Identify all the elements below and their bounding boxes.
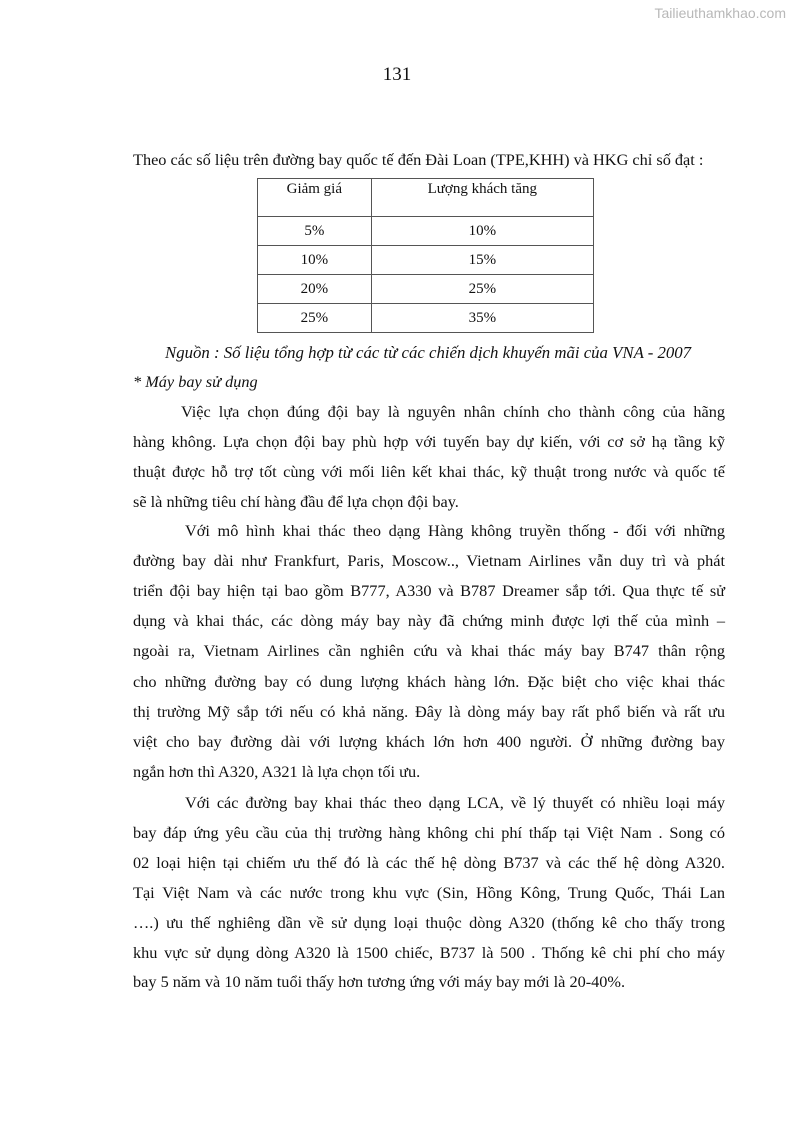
table-cell: 25% — [371, 275, 593, 304]
section-heading: * Máy bay sử dụng — [133, 372, 258, 391]
table-cell: 5% — [258, 217, 372, 246]
body-line: triển đội bay hiện tại bao gồm B777, A330 và B787 Dreamer sắp tới. Qua thực tế sử — [133, 581, 725, 600]
table-cell: 20% — [258, 275, 372, 304]
body-line: đường bay dài như Frankfurt, Paris, Moscow.., Vietnam Airlines vẫn duy trì và phát — [133, 551, 725, 570]
table-header: Giảm giá — [258, 179, 372, 217]
body-line: sẽ là những tiêu chí hàng đầu để lựa chọn đội bay. — [133, 492, 459, 511]
table-row — [258, 246, 594, 275]
body-line: hàng không. Lựa chọn đội bay phù hợp với tuyến bay dự kiến, với cơ sở hạ tầng kỹ — [133, 432, 725, 451]
table-header: Lượng khách tăng — [371, 179, 593, 217]
body-line: bay đáp ứng yêu cầu của thị trường hàng không chi phí thấp tại Việt Nam . Song có — [133, 823, 725, 842]
body-line: khu vực sử dụng dòng A320 là 1500 chiếc, B737 là 500 . Thống kê chi phí cho máy — [133, 943, 725, 962]
table-cell: 35% — [371, 304, 593, 333]
intro-text: Theo các số liệu trên đường bay quốc tế đến Đài Loan (TPE,KHH) và HKG chỉ số đạt : — [133, 150, 704, 169]
body-line: việt cho bay đường dài với lượng khách lớn hơn 400 người. Ở những đường bay — [133, 732, 725, 751]
body-line: dụng và khai thác, các dòng máy bay này đã chứng minh được lợi thế của mình – — [133, 611, 725, 630]
table-cell: 15% — [371, 246, 593, 275]
body-line: ….) ưu thế nghiêng dần về sử dụng loại thuộc dòng A320 (thống kê cho thấy trong — [133, 913, 725, 932]
table-cell: 10% — [371, 217, 593, 246]
body-line: thuật được hỗ trợ tốt cùng với mối liên kết khai thác, kỹ thuật trong nước và quốc tế — [133, 462, 725, 481]
body-line: thị trường Mỹ sắp tới nếu có khả năng. Đây là dòng máy bay rất phổ biến và rất ưu — [133, 702, 725, 721]
discount-table — [257, 178, 594, 333]
source-caption: Nguồn : Số liệu tổng hợp từ các từ các chiến dịch khuyến mãi của VNA - 2007 — [165, 343, 692, 362]
body-line: Với mô hình khai thác theo dạng Hàng không truyền thống - đối với những — [185, 521, 725, 540]
body-line: cho những đường bay có dung lượng khách hàng lớn. Đặc biệt cho việc khai thác — [133, 672, 725, 691]
body-line: Tại Việt Nam và các nước trong khu vực (Sin, Hồng Kông, Trung Quốc, Thái Lan — [133, 883, 725, 902]
body-line: Việc lựa chọn đúng đội bay là nguyên nhân chính cho thành công của hãng — [181, 402, 725, 421]
table-cell: 10% — [258, 246, 372, 275]
watermark: Tailieuthamkhao.com — [654, 5, 786, 21]
body-line: 02 loại hiện tại chiếm ưu thế đó là các thế hệ dòng B737 và các thế hệ dòng A320. — [133, 853, 725, 872]
body-line: ngắn hơn thì A320, A321 là lựa chọn tối ưu. — [133, 762, 421, 781]
table-row — [258, 275, 594, 304]
table-cell: 25% — [258, 304, 372, 333]
table-row — [258, 304, 594, 333]
body-line: bay 5 năm và 10 năm tuổi thấy hơn tương ứng với máy bay mới là 20-40%. — [133, 972, 626, 991]
body-line: Với các đường bay khai thác theo dạng LCA, về lý thuyết có nhiều loại máy — [185, 793, 725, 812]
table-row — [258, 217, 594, 246]
page-number: 131 — [382, 64, 412, 85]
body-line: ngoài ra, Vietnam Airlines cần nghiên cứu và khai thác máy bay B747 thân rộng — [133, 641, 725, 660]
